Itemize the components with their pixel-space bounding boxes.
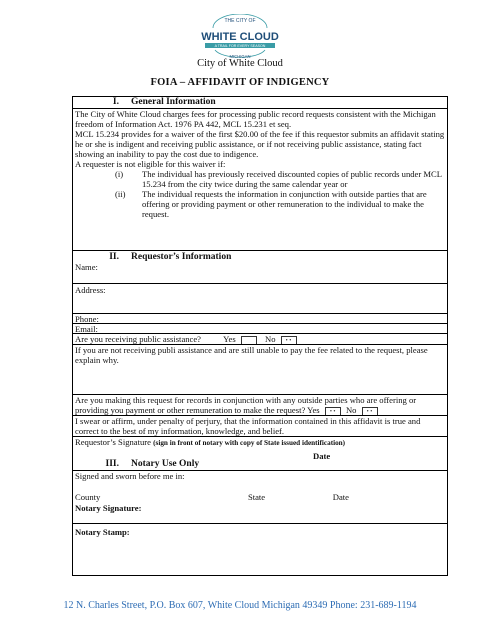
- email-label: Email:: [75, 324, 98, 334]
- list-item: (ii) The individual requests the information in conjunction with outside parties that are offering or providing payment or other remuneration to the individual to make the request.: [115, 189, 427, 219]
- svg-text:THE CITY OF: THE CITY OF: [224, 18, 256, 24]
- signature-date-label: Date: [313, 451, 331, 461]
- phone-label: Phone:: [75, 314, 99, 324]
- address-field[interactable]: [73, 283, 447, 313]
- svg-text:MICHIGAN: MICHIGAN: [229, 54, 251, 59]
- outside-no-checkbox[interactable]: • •: [362, 407, 378, 416]
- document-title: FOIA – AFFIDAVIT OF INDIGENCY: [150, 77, 330, 88]
- name-label: Name:: [75, 262, 98, 272]
- assistance-no-checkbox[interactable]: • •: [281, 336, 297, 345]
- waiver-paragraph: MCL 15.234 provides for a waiver of the first $20.00 of the fee if this requestor submits an affidavit stating he or she is indigent and receiving public assistance, or if not receiving public assistance, stating fact showing an inability to pay the cost due to indigence.: [75, 129, 445, 159]
- fee-paragraph: The City of White Cloud charges fees for processing public record requests consistent with the Michigan freedom of Information Act. 1976 PA 442, MCL 15.231 et seq.: [75, 109, 436, 129]
- notary-stamp-field[interactable]: [73, 523, 447, 575]
- public-assistance-question: Are you receiving public assistance?: [75, 334, 201, 344]
- city-name: City of White Cloud: [197, 58, 283, 69]
- state-label: State: [247, 492, 266, 502]
- notary-date-label: Date: [332, 492, 349, 502]
- outside-parties-question: Are you making this request for records in conjunction with any outside parties who are offering or providing you payment or other remuneration to make the request?: [75, 395, 417, 415]
- affirmation-text: I swear or affirm, under penalty of perjury, that the information contained in this affidavit is true and correct to the best of my information, knowledge, and belief.: [75, 416, 421, 436]
- email-field[interactable]: [73, 323, 447, 333]
- eligibility-paragraph: A requester is not eligible for this waiver if:: [75, 159, 226, 169]
- signature-label: Requestor’s Signature: [75, 437, 151, 447]
- notary-stamp-label: Notary Stamp:: [75, 527, 130, 537]
- public-assistance-row: [73, 333, 447, 344]
- general-information-body: [73, 108, 447, 250]
- outside-parties-row: [73, 394, 447, 415]
- sworn-label: Signed and sworn before me in:: [75, 471, 185, 481]
- yes-label: Yes: [223, 334, 236, 344]
- section-number: III.: [105, 459, 119, 469]
- affirmation-row: [73, 415, 447, 436]
- county-state-date-row[interactable]: [73, 492, 447, 503]
- section-notary-header: [73, 459, 447, 470]
- name-row[interactable]: [73, 250, 447, 283]
- section-title: Requestor’s Information: [131, 252, 232, 262]
- no-label: No: [264, 334, 276, 344]
- explain-prompt: If you are not receiving publi assistance and are still unable to pay the fee related to the request, please explain why.: [75, 345, 428, 365]
- address-label: Address:: [75, 285, 106, 295]
- affidavit-form: [72, 96, 448, 576]
- yes-label: Yes: [307, 405, 320, 415]
- sworn-location-row: [73, 470, 447, 492]
- section-general-information-header: [73, 97, 447, 108]
- section-number: II.: [109, 252, 119, 262]
- notary-signature-field[interactable]: [73, 503, 447, 523]
- county-label: County: [75, 492, 101, 502]
- section-title: General Information: [131, 97, 216, 107]
- section-title: Notary Use Only: [131, 459, 200, 469]
- section-number: I.: [112, 97, 119, 107]
- outside-yes-checkbox[interactable]: • •: [325, 407, 341, 416]
- footer-address: 12 N. Charles Street, P.O. Box 607, White Cloud Michigan 49349 Phone: 231-689-1194: [63, 600, 417, 611]
- section-requestor-header: [75, 251, 445, 262]
- city-logo: [197, 14, 283, 60]
- notary-signature-label: Notary Signature:: [75, 503, 142, 513]
- phone-field[interactable]: [73, 313, 447, 323]
- svg-text:A TRAIL FOR EVERY SEASON: A TRAIL FOR EVERY SEASON: [214, 44, 266, 48]
- explanation-field[interactable]: [73, 344, 447, 394]
- svg-text:WHITE CLOUD: WHITE CLOUD: [201, 31, 279, 43]
- signature-note: (sign in front of notary with copy of State issued identification): [153, 439, 346, 447]
- no-label: No: [345, 405, 357, 415]
- requestor-signature-field[interactable]: [73, 436, 447, 459]
- list-item: (i) The individual has previously received discounted copies of public records under MCL 15.234 from the city twice during the same calendar year or: [115, 169, 442, 189]
